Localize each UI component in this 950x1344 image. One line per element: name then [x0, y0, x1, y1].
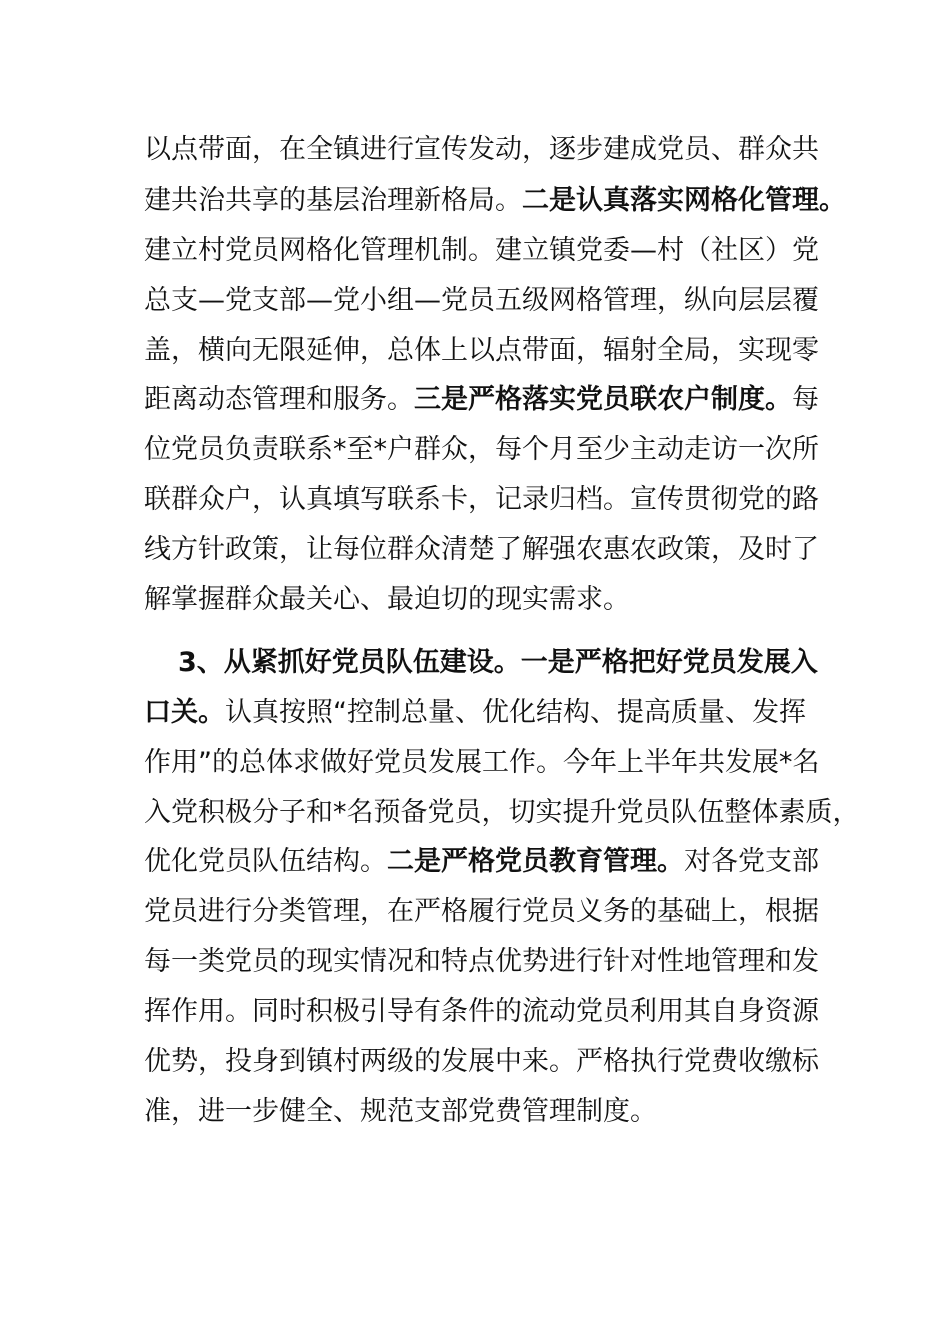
text-run: 总支—党支部—党小组—党员五级网格管理，纵向层层覆 — [144, 285, 819, 316]
text-run: 准，进一步健全、规范支部党费管理制度。 — [144, 1096, 657, 1127]
text-run: 优势，投身到镇村两级的发展中来。严格执行党费收缴标 — [144, 1046, 819, 1077]
bold-heading-run: 口关。 — [144, 697, 225, 728]
bold-heading-run: 二是严格党员教育管理。 — [387, 846, 684, 877]
text-line — [144, 842, 819, 882]
text-run: 入党积极分子和*名预备党员，切实提升党员队伍整体素质， — [144, 797, 860, 828]
text-line — [144, 580, 630, 620]
text-run: 位党员负责联系*至*户群众，每个月至少主动走访一次所 — [144, 434, 819, 465]
text-run: 对各党支部 — [684, 846, 819, 877]
text-run: 挥作用。同时积极引导有条件的流动党员利用其自身资源 — [144, 996, 819, 1027]
text-run: 解掌握群众最关心、最迫切的现实需求。 — [144, 584, 630, 615]
text-line — [144, 942, 819, 982]
section-heading-line — [178, 643, 818, 683]
text-line — [144, 530, 819, 570]
text-run: 建共治共享的基层治理新格局。 — [144, 185, 522, 216]
text-run: 认真按照“控制总量、优化结构、提高质量、发挥 — [225, 697, 806, 728]
text-line — [144, 181, 846, 221]
text-run: 每一类党员的现实情况和特点优势进行针对性地管理和发 — [144, 946, 819, 977]
text-line — [144, 1042, 819, 1082]
text-run: 每 — [792, 384, 819, 415]
text-run: 建立村党员网格化管理机制。建立镇党委—村（社区）党 — [144, 235, 819, 266]
text-run: 线方针政策，让每位群众清楚了解强农惠农政策，及时了 — [144, 534, 819, 565]
text-line — [144, 1092, 657, 1132]
text-line — [144, 380, 819, 420]
text-line — [144, 693, 806, 733]
text-run: 党员进行分类管理，在严格履行党员义务的基础上，根据 — [144, 896, 819, 927]
text-line — [144, 793, 860, 833]
text-run: 以点带面，在全镇进行宣传发动，逐步建成党员、群众共 — [144, 134, 819, 165]
text-line — [144, 743, 820, 783]
bold-heading-run: 三是严格落实党员联农户制度。 — [414, 384, 792, 415]
text-line — [144, 892, 819, 932]
text-run: 联群众户，认真填写联系卡，记录归档。宣传贯彻党的路 — [144, 484, 819, 515]
text-run: 距离动态管理和服务。 — [144, 384, 414, 415]
text-line — [144, 331, 819, 371]
text-line — [144, 480, 819, 520]
text-line — [144, 281, 819, 321]
text-line — [144, 130, 819, 170]
text-line — [144, 231, 819, 271]
text-line — [144, 430, 819, 470]
text-run: 优化党员队伍结构。 — [144, 846, 387, 877]
section-heading: 3、从紧抓好党员队伍建设。一是严格把好党员发展入 — [178, 647, 818, 678]
bold-heading-run: 二是认真落实网格化管理。 — [522, 185, 846, 216]
text-line — [144, 992, 819, 1032]
text-run: 作用”的总体求做好党员发展工作。今年上半年共发展*名 — [144, 747, 820, 778]
text-run: 盖，横向无限延伸，总体上以点带面，辐射全局，实现零 — [144, 335, 819, 366]
